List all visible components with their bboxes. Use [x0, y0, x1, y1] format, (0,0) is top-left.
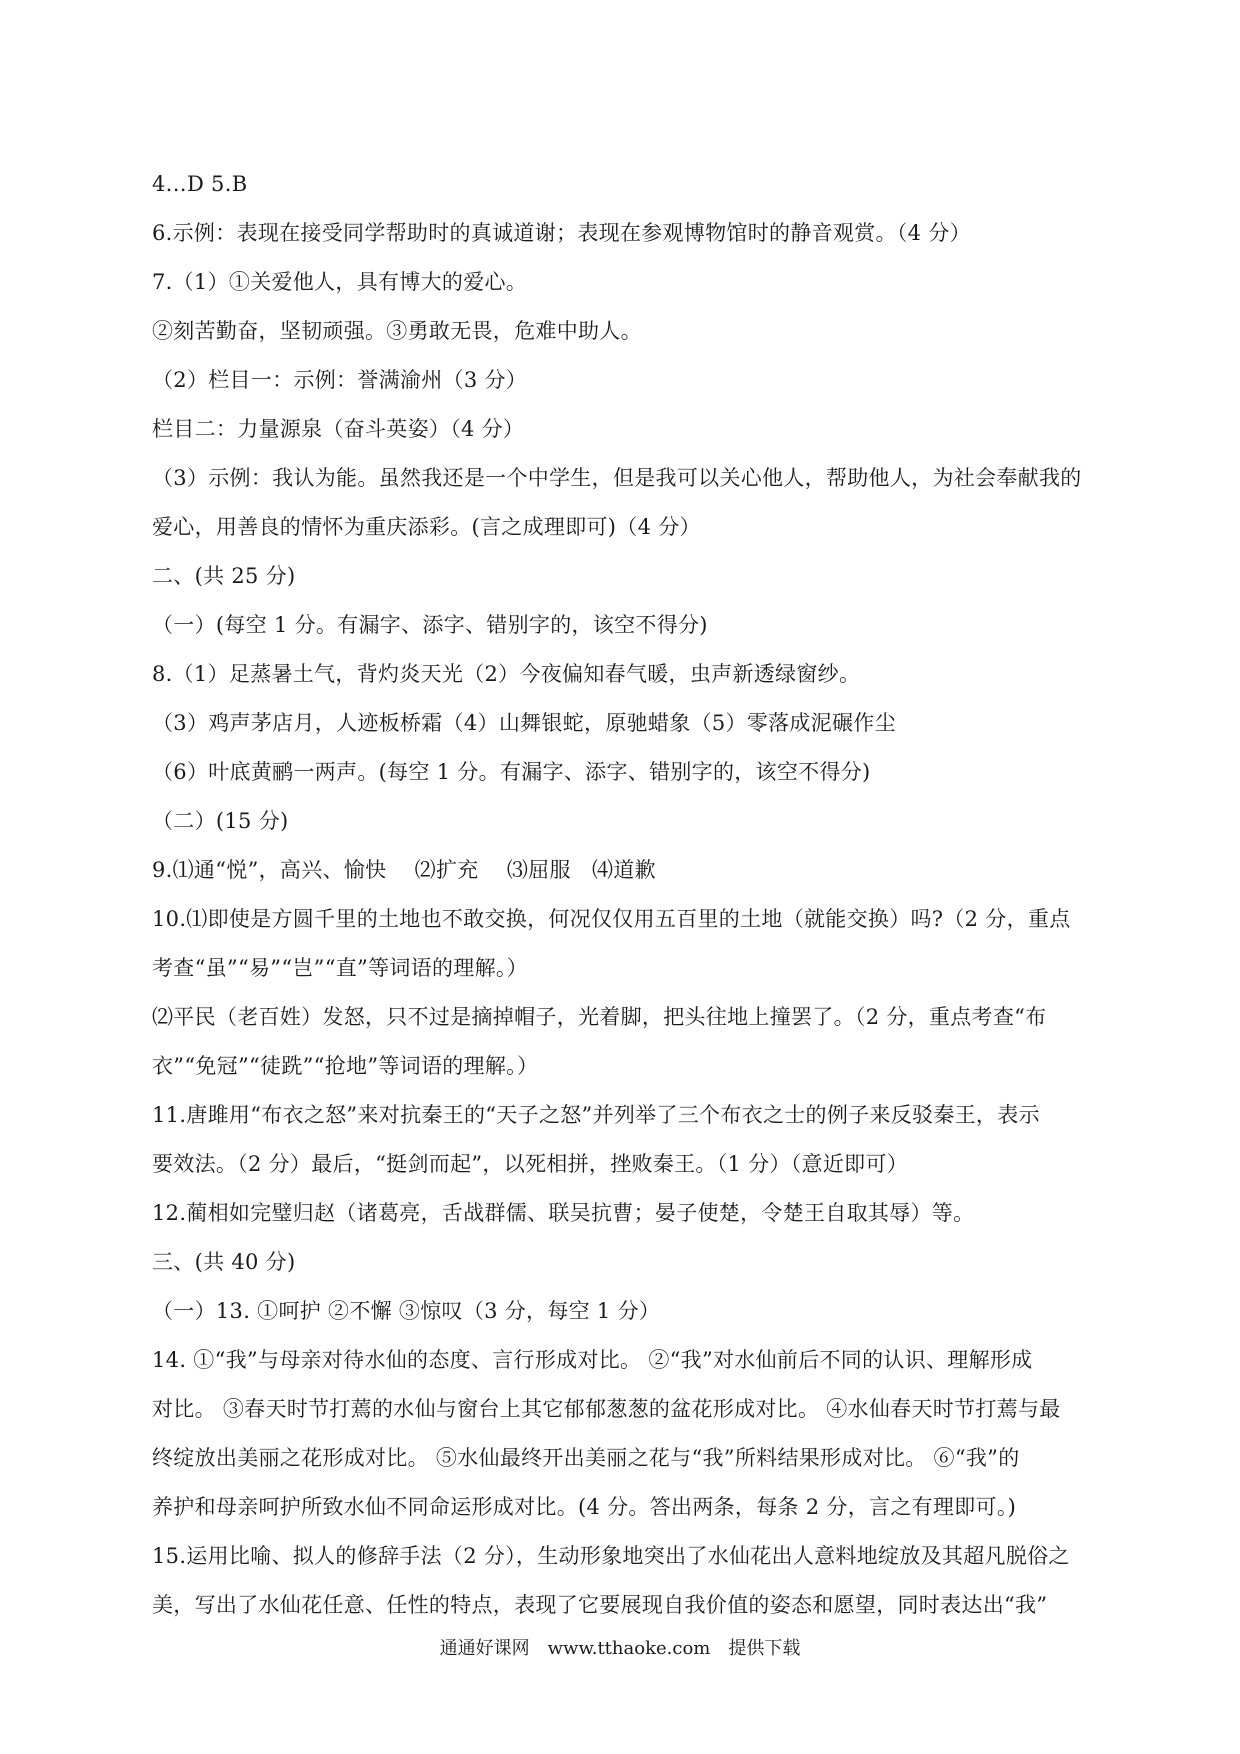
answer-line: 对比。 ③春天时节打蔫的水仙与窗台上其它郁郁葱葱的盆花形成对比。 ④水仙春天时节打蔫与最	[152, 1397, 1061, 1421]
answer-line: ⑵平民（老百姓）发怒，只不过是摘掉帽子，光着脚，把头往地上撞罢了。（2 分，重点考查“布	[152, 1005, 1047, 1029]
answer-line: 8.（1）足蒸暑土气，背灼炎天光（2）今夜偏知春气暖，虫声新透绿窗纱。	[152, 662, 861, 686]
page-footer: 通通好课网 www.tthaoke.com 提供下载	[439, 1638, 801, 1659]
section-heading: 二、(共 25 分)	[152, 564, 296, 588]
answer-line: 12.蔺相如完璧归赵（诸葛亮，舌战群儒、联吴抗曹；晏子使楚，令楚王自取其辱）等。	[152, 1201, 975, 1225]
answer-line: 考查“虽”“易”“岂”“直”等词语的理解。）	[152, 956, 528, 980]
subsection-heading: （二）(15 分)	[152, 809, 289, 833]
answer-line: 11.唐雎用“布衣之怒”来对抗秦王的“天子之怒”并列举了三个布衣之士的例子来反驳秦王，表示	[152, 1103, 1040, 1127]
answer-line: （6）叶底黄鹂一两声。(每空 1 分。有漏字、添字、错别字的，该空不得分)	[152, 760, 871, 784]
answer-line: 15.运用比喻、拟人的修辞手法（2 分），生动形象地突出了水仙花出人意料地绽放及其超凡脱俗之	[152, 1544, 1070, 1568]
answer-line: 7.（1）①关爱他人，具有博大的爱心。	[152, 270, 528, 294]
answer-line: 美，写出了水仙花任意、任性的特点，表现了它要展现自我价值的姿态和愿望，同时表达出“我”	[152, 1593, 1048, 1617]
answer-line: 终绽放出美丽之花形成对比。 ⑤水仙最终开出美丽之花与“我”所料结果形成对比。 ⑥“我”的	[152, 1446, 1020, 1470]
answer-line: （3）鸡声茅店月，人迹板桥霜（4）山舞银蛇，原驰蜡象（5）零落成泥碾作尘	[152, 711, 896, 735]
answer-line: 6.示例：表现在接受同学帮助时的真诚道谢；表现在参观博物馆时的静音观赏。（4 分）	[152, 221, 971, 245]
answer-line: （3）示例：我认为能。虽然我还是一个中学生，但是我可以关心他人，帮助他人，为社会奉献我的	[152, 466, 1082, 490]
subsection-heading: （一）(每空 1 分。有漏字、添字、错别字的，该空不得分)	[152, 613, 708, 637]
answer-line: 14. ①“我”与母亲对待水仙的态度、言行形成对比。 ②“我”对水仙前后不同的认识、理解形成	[152, 1348, 1033, 1372]
answer-line: ②刻苦勤奋，坚韧顽强。③勇敢无畏，危难中助人。	[152, 319, 642, 343]
answer-line: （一）13. ①呵护 ②不懈 ③惊叹（3 分，每空 1 分）	[152, 1299, 661, 1323]
answer-text-body	[152, 160, 1100, 1630]
answer-line: 9.⑴通“悦”，高兴、愉快 ⑵扩充 ⑶屈服 ⑷道歉	[152, 858, 656, 882]
answer-line: 栏目二：力量源泉（奋斗英姿）（4 分）	[152, 417, 525, 441]
answer-line: 10.⑴即使是方圆千里的土地也不敢交换，何况仅仅用五百里的土地（就能交换）吗?（2 分，重点	[152, 907, 1071, 931]
answer-line: 爱心，用善良的情怀为重庆添彩。(言之成理即可)（4 分）	[152, 515, 701, 539]
answer-line: 4.‥D 5.B	[152, 172, 248, 196]
answer-line: 要效法。（2 分）最后，“挺剑而起”，以死相拼，挫败秦王。（1 分）（意近即可）	[152, 1152, 909, 1176]
answer-line: 养护和母亲呵护所致水仙不同命运形成对比。(4 分。答出两条，每条 2 分，言之有理即可。)	[152, 1495, 1017, 1519]
answer-line: （2）栏目一：示例：誉满渝州（3 分）	[152, 368, 528, 392]
answer-line: 衣”“免冠”“徒跣”“抢地”等词语的理解。）	[152, 1054, 539, 1078]
section-heading: 三、(共 40 分)	[152, 1250, 296, 1274]
